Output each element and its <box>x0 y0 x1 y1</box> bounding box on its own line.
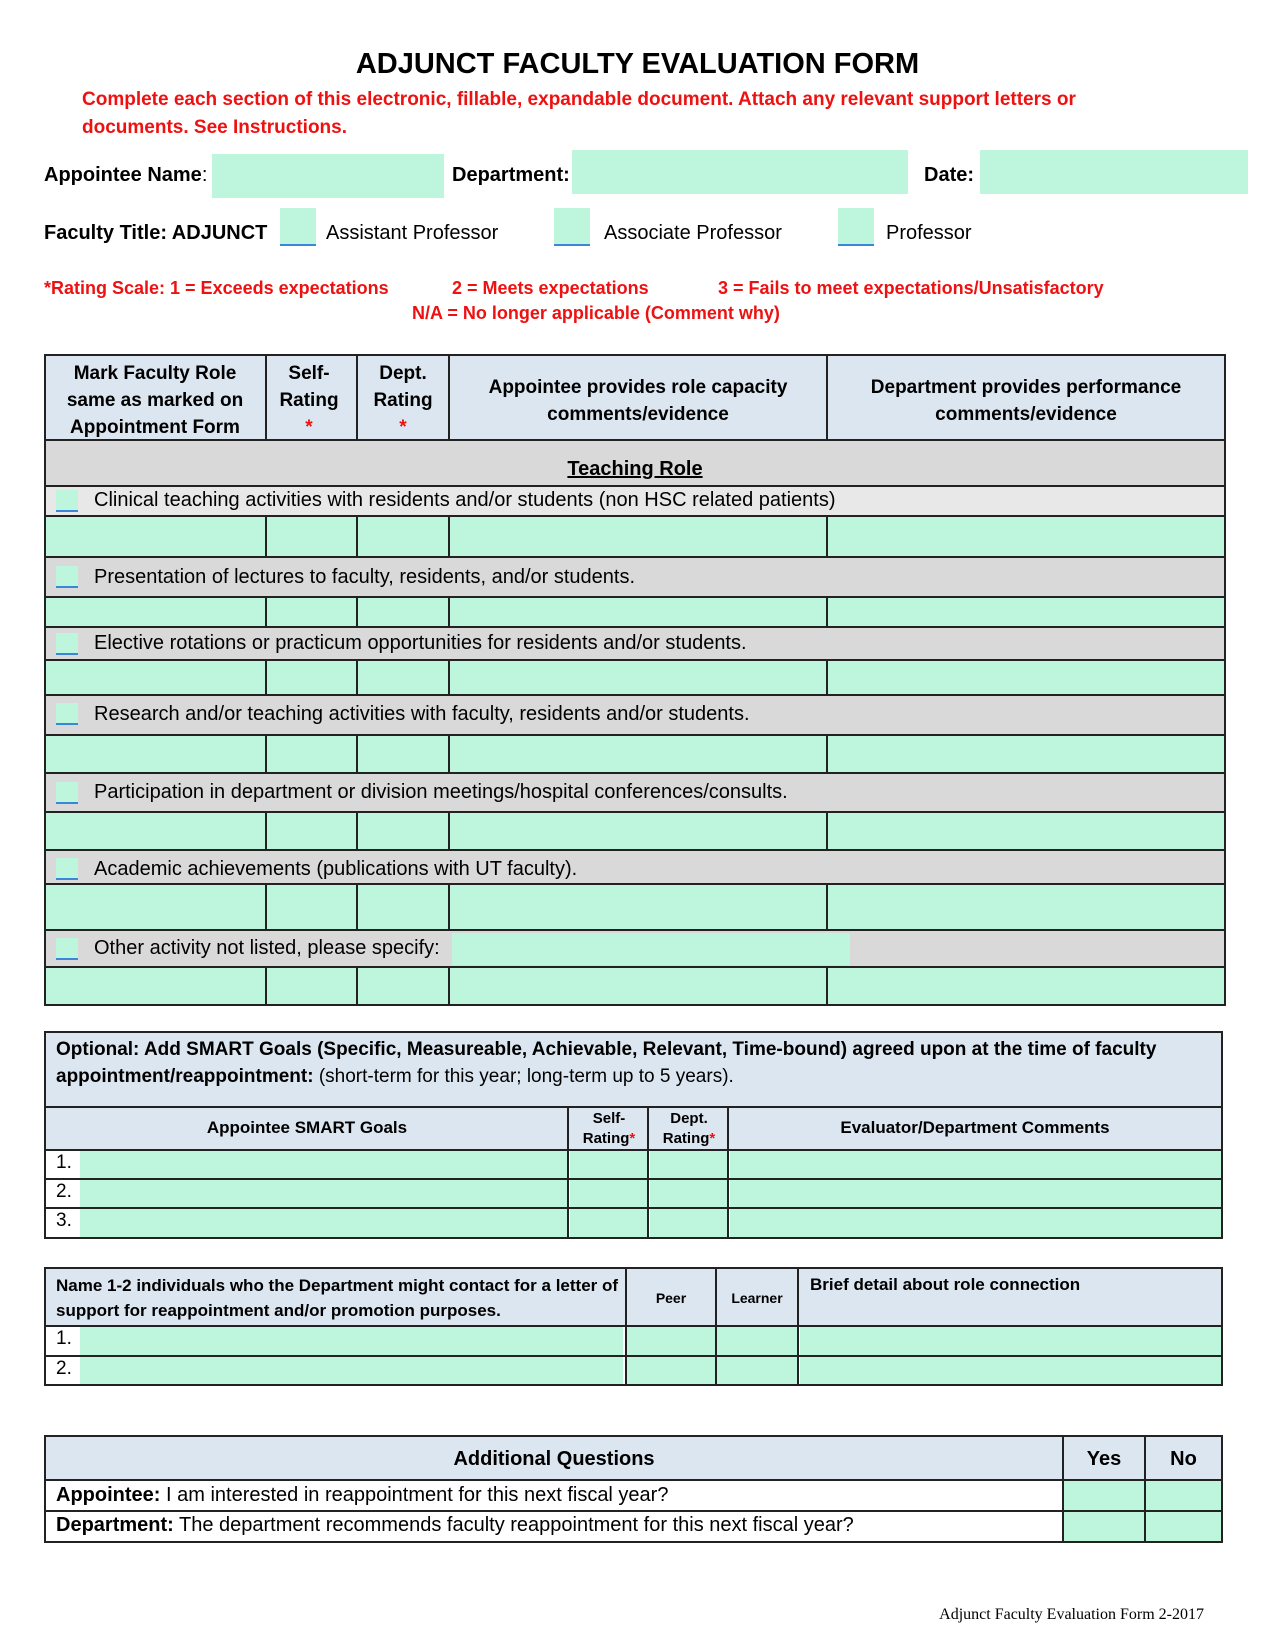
role-checkbox-2[interactable] <box>56 566 78 588</box>
professor-label: Professor <box>886 222 972 244</box>
role-checkbox-3[interactable] <box>56 633 78 655</box>
header-appointee-comments: Appointee provides role capacity comments/evidence <box>488 377 788 425</box>
contact-learner-input-1[interactable] <box>717 1327 797 1355</box>
contact-name-input-2[interactable] <box>80 1357 623 1384</box>
smart-row-number-2: 2. <box>56 1181 72 1202</box>
department-label: Department: <box>452 164 570 186</box>
contact-row-number-2: 2. <box>56 1358 72 1379</box>
role-input-row-1 <box>46 517 1224 557</box>
faculty-title-label: Faculty Title: ADJUNCT <box>44 222 268 244</box>
smart-self-input-3[interactable] <box>570 1209 647 1237</box>
rating-scale-3: 3 = Fails to meet expectations/Unsatisfactory <box>718 278 1104 298</box>
rating-scale-na: N/A = No longer applicable (Comment why) <box>412 303 780 323</box>
department-yes-input[interactable] <box>1064 1512 1144 1541</box>
role-label-7: Other activity not listed, please specify: <box>94 937 440 959</box>
rating-scale-2: 2 = Meets expectations <box>452 278 649 298</box>
smart-dept-input-2[interactable] <box>650 1180 727 1207</box>
smart-goals-intro: Optional: Add SMART Goals (Specific, Measureable, Achievable, Relevant, Time-bound) agreed upon at the time of faculty appointment/reappointment: (short-term for this year; long-term up to 5 years). <box>56 1039 1157 1087</box>
role-input-row-5 <box>46 813 1224 849</box>
appointee-yes-input[interactable] <box>1064 1481 1144 1510</box>
contacts-intro: Name 1-2 individuals who the Department might contact for a letter of support for reappointment and/or promotion purposes. <box>56 1276 619 1320</box>
smart-self-input-2[interactable] <box>570 1180 647 1207</box>
additional-questions-title: Additional Questions <box>453 1448 655 1470</box>
associate-professor-checkbox[interactable] <box>554 208 590 246</box>
smart-goal-input-1[interactable] <box>80 1151 567 1178</box>
contacts-col-detail: Brief detail about role connection <box>810 1275 1081 1294</box>
role-checkbox-6[interactable] <box>56 858 78 880</box>
appointee-name-input[interactable] <box>212 154 444 198</box>
role-label-6: Academic achievements (publications with UT faculty). <box>94 858 578 880</box>
contact-name-input-1[interactable] <box>80 1327 623 1355</box>
contacts-col-learner: Learner <box>731 1290 783 1306</box>
header-role: Mark Faculty Role same as marked on Appointment Form <box>66 363 244 438</box>
role-label-3: Elective rotations or practicum opportunities for residents and/or students. <box>94 632 747 654</box>
header-dept-rating: Dept. Rating * <box>373 363 433 438</box>
other-activity-input[interactable] <box>452 933 850 965</box>
instructions: Complete each section of this electronic, fillable, expandable document. Attach any relevant support letters or documents. See Instructions. <box>82 89 1076 138</box>
smart-comment-input-3[interactable] <box>730 1209 1221 1237</box>
assistant-professor-label: Assistant Professor <box>326 222 499 244</box>
smart-row-number-1: 1. <box>56 1152 72 1173</box>
department-input[interactable] <box>572 150 908 194</box>
rating-scale-1: *Rating Scale: 1 = Exceeds expectations <box>44 278 389 298</box>
smart-dept-input-3[interactable] <box>650 1209 727 1237</box>
header-self-rating: Self-Rating * <box>279 363 339 438</box>
smart-col-dept: Dept. Rating* <box>662 1110 716 1147</box>
smart-dept-input-1[interactable] <box>650 1151 727 1178</box>
role-checkbox-4[interactable] <box>56 703 78 725</box>
smart-row-number-3: 3. <box>56 1210 72 1231</box>
professor-checkbox[interactable] <box>838 208 874 246</box>
footer-form-id: Adjunct Faculty Evaluation Form 2-2017 <box>939 1606 1204 1623</box>
role-label-2: Presentation of lectures to faculty, residents, and/or students. <box>94 566 636 588</box>
smart-comment-input-2[interactable] <box>730 1180 1221 1207</box>
smart-col-goals: Appointee SMART Goals <box>206 1118 408 1137</box>
no-column-label: No <box>1170 1448 1197 1470</box>
page-title: ADJUNCT FACULTY EVALUATION FORM <box>355 48 920 80</box>
appointee-no-input[interactable] <box>1146 1481 1221 1510</box>
contact-detail-input-2[interactable] <box>800 1357 1221 1384</box>
role-checkbox-5[interactable] <box>56 782 78 804</box>
department-no-input[interactable] <box>1146 1512 1221 1541</box>
question-department: Department: The department recommends faculty reappointment for this next fiscal year? <box>56 1514 854 1536</box>
associate-professor-label: Associate Professor <box>604 222 782 244</box>
teaching-role-title: Teaching Role <box>567 458 703 480</box>
smart-self-input-1[interactable] <box>570 1151 647 1178</box>
contact-peer-input-1[interactable] <box>627 1327 715 1355</box>
contact-learner-input-2[interactable] <box>717 1357 797 1384</box>
date-input[interactable] <box>980 150 1248 194</box>
smart-comment-input-1[interactable] <box>730 1151 1221 1178</box>
smart-goal-input-2[interactable] <box>80 1180 567 1207</box>
role-checkbox-1[interactable] <box>56 490 78 512</box>
smart-goal-input-3[interactable] <box>80 1209 567 1237</box>
contact-peer-input-2[interactable] <box>627 1357 715 1384</box>
appointee-name-label: Appointee Name: <box>44 164 208 186</box>
role-input-row-3 <box>46 661 1224 695</box>
contact-detail-input-1[interactable] <box>800 1327 1221 1355</box>
question-appointee: Appointee: I am interested in reappointment for this next fiscal year? <box>56 1484 669 1506</box>
date-label: Date: <box>924 164 975 186</box>
contacts-col-peer: Peer <box>655 1290 687 1306</box>
role-input-row-4 <box>46 736 1224 772</box>
role-input-row-6 <box>46 885 1224 929</box>
role-checkbox-7[interactable] <box>56 938 78 960</box>
contact-row-number-1: 1. <box>56 1328 72 1349</box>
yes-column-label: Yes <box>1086 1448 1122 1470</box>
role-input-row-7 <box>46 968 1224 1004</box>
smart-col-self: Self-Rating* <box>582 1110 636 1147</box>
role-label-4: Research and/or teaching activities with faculty, residents and/or students. <box>94 703 750 725</box>
assistant-professor-checkbox[interactable] <box>280 208 316 246</box>
role-label-5: Participation in department or division meetings/hospital conferences/consults. <box>94 781 788 803</box>
role-label-1: Clinical teaching activities with residents and/or students (non HSC related patients) <box>94 489 836 511</box>
header-department-comments: Department provides performance comments/evidence <box>870 377 1182 425</box>
role-input-row-2 <box>46 598 1224 626</box>
smart-col-comments: Evaluator/Department Comments <box>840 1118 1110 1137</box>
